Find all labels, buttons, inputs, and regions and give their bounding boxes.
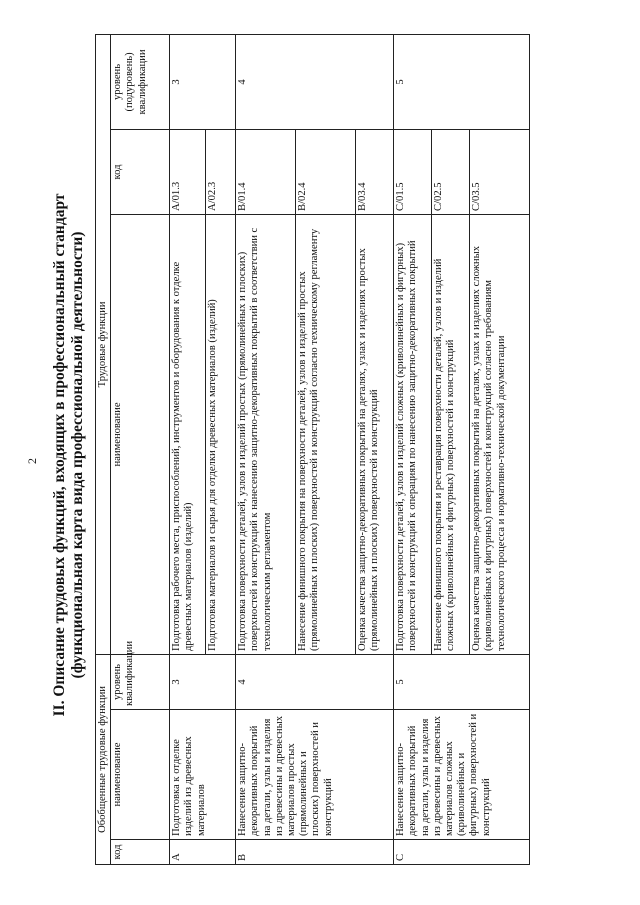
function-name: Нанесение финишного покрытия на поверхности деталей, узлов и изделий простых (прямолинейных и плоских) поверхностей и конструкций согласно техническому регламенту xyxy=(296,214,356,654)
function-code: B/03.4 xyxy=(356,129,394,214)
function-code: B/01.4 xyxy=(236,129,296,214)
table-row xyxy=(170,34,206,864)
function-name: Оценка качества защитно-декоративных покрытий на деталях, узлах и изделиях сложных (криволинейных и фигурных) поверхностей и конструкций согласно требованиям технологического процесса и нормативно-технической документации xyxy=(470,214,530,654)
rotated-document-page xyxy=(25,25,615,885)
function-name: Нанесение финишного покрытия и реставрация поверхности деталей, узлов и изделий сложных (криволинейных и фигурных) поверхностей и конструкций xyxy=(432,214,470,654)
group-code: C xyxy=(394,840,530,865)
function-code: A/01.3 xyxy=(170,129,206,214)
header-labor-functions: Трудовые функции xyxy=(96,34,111,654)
page-number: 2 xyxy=(25,458,39,464)
section-title: II. Описание трудовых функций, входящих в профессиональный стандарт xyxy=(51,193,68,717)
function-code: B/02.4 xyxy=(296,129,356,214)
function-name: Подготовка рабочего места, приспособлений, инструментов и оборудования к отделке древесных материалов (изделий) xyxy=(170,214,206,654)
function-code: A/02.3 xyxy=(206,129,236,214)
function-level: 4 xyxy=(236,34,394,129)
functional-map-table xyxy=(95,34,530,865)
header-subname: наименование xyxy=(111,214,170,654)
header-name: наименование xyxy=(111,710,170,840)
function-code: C/03.5 xyxy=(470,129,530,214)
group-name: Нанесение защитно-декоративных покрытий на детали, узлы и изделия из древесины и древесных материалов простых (прямолинейных и плоских) поверхностей и конструкций xyxy=(236,710,394,840)
table-row xyxy=(394,34,432,864)
group-level: 4 xyxy=(236,654,394,709)
function-name: Подготовка поверхности деталей, узлов и изделий сложных (криволинейных и фигурных) поверхностей и конструкций к операциям по нанесению защитно-декоративных покрытий xyxy=(394,214,432,654)
group-code: A xyxy=(170,840,236,865)
header-level: уровень квалификации xyxy=(111,654,170,709)
header-sublevel: уровень (подуровень) квалификации xyxy=(111,34,170,129)
section-subtitle: (функциональная карта вида профессиональной деятельности) xyxy=(69,231,86,679)
group-code: B xyxy=(236,840,394,865)
group-name: Нанесение защитно-декоративных покрытий на детали, узлы и изделия из древесины и древесных материалов сложных (криволинейных и фигурных) поверхностей и конструкций xyxy=(394,710,530,840)
header-code: код xyxy=(111,840,170,865)
function-code: C/01.5 xyxy=(394,129,432,214)
function-name: Подготовка поверхности деталей, узлов и изделий простых (прямолинейных и плоских) поверхностей и конструкций к нанесению защитно-декоративных покрытий в соответствии с технологическим регламентом xyxy=(236,214,296,654)
function-name: Оценка качества защитно-декоративных покрытий на деталях, узлах и изделиях простых (прямолинейных и плоских) поверхностей и конструкций xyxy=(356,214,394,654)
function-code: C/02.5 xyxy=(432,129,470,214)
group-name: Подготовка к отделке изделий из древесных материалов xyxy=(170,710,236,840)
function-name: Подготовка материалов и сырья для отделки древесных материалов (изделий) xyxy=(206,214,236,654)
header-row-2 xyxy=(111,34,170,864)
group-level: 3 xyxy=(170,654,236,709)
table-row xyxy=(236,34,296,864)
function-level: 5 xyxy=(394,34,530,129)
header-subcode: код xyxy=(111,129,170,214)
header-generalized-functions: Обобщенные трудовые функции xyxy=(96,654,111,864)
group-level: 5 xyxy=(394,654,530,709)
header-row-1 xyxy=(96,34,111,864)
function-level: 3 xyxy=(170,34,236,129)
